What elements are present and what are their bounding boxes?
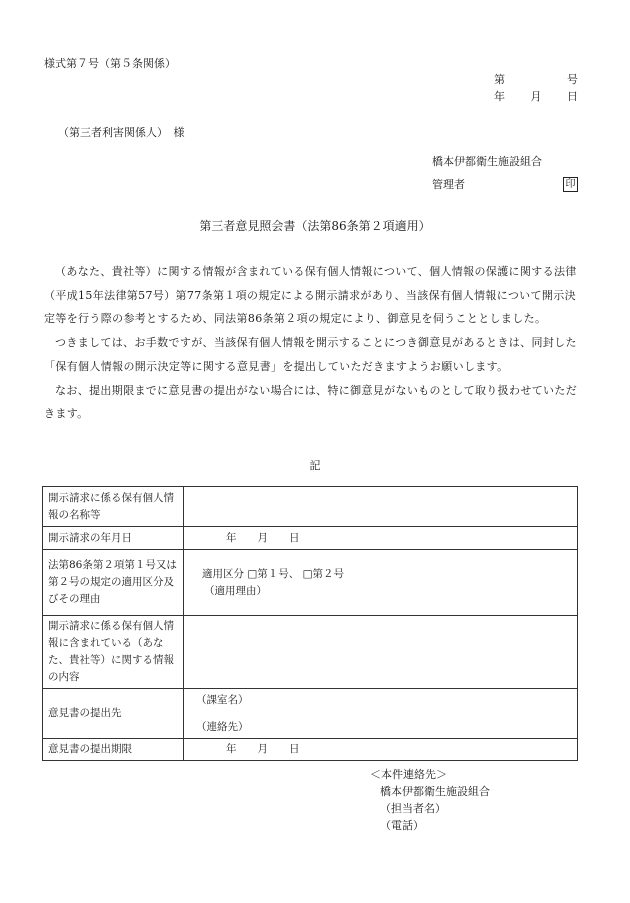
- paragraph-2: つきましては、お手数ですが、当該保有個人情報を開示することにつき御意見があるときは、同封した「保有個人情報の開示決定等に関する意見書」を提出していただきますようお願いします。: [44, 336, 577, 373]
- request-date-value: 年 月 日: [184, 527, 578, 550]
- document-number-prefix: 第: [494, 73, 505, 86]
- body-text: [44, 260, 581, 426]
- sender-organization: 橋本伊都衛生施設組合: [432, 155, 542, 168]
- table-row: [43, 487, 578, 527]
- document-date: [494, 88, 578, 104]
- manager-label: 管理者: [432, 178, 465, 191]
- ki-heading: 記: [309, 459, 321, 472]
- date-day: 日: [567, 90, 578, 103]
- contact-phone: （電話）: [380, 819, 424, 832]
- form-number: 様式第７号（第５条関係）: [44, 57, 176, 70]
- date-year: 年: [494, 90, 505, 103]
- category-reason: （適用理由）: [204, 584, 267, 597]
- table-row: [43, 527, 578, 550]
- table-label: 開示請求に係る保有個人情報に含まれている（あなた、貴社等）に関する情報の内容: [43, 616, 184, 689]
- category-value: [184, 550, 578, 616]
- submission-destination-value: [184, 689, 578, 739]
- sender-manager: [432, 176, 578, 192]
- contact-person: （担当者名）: [380, 802, 446, 815]
- document-number-suffix: 号: [567, 73, 578, 86]
- table-row: [43, 616, 578, 689]
- table-label: 意見書の提出先: [43, 689, 184, 739]
- date-month: 月: [530, 90, 542, 103]
- table-value: [184, 616, 578, 689]
- table-label: 開示請求に係る保有個人情報の名称等: [43, 487, 184, 527]
- table-label: 意見書の提出期限: [43, 739, 184, 761]
- table-label: 法第86条第２項第１号又は第２号の規定の適用区分及びその理由: [43, 550, 184, 616]
- table-row: [43, 739, 578, 761]
- contact-info: （連絡先）: [196, 720, 249, 733]
- detail-table: [42, 486, 578, 761]
- table-row: [43, 689, 578, 739]
- department-name: （課室名）: [196, 693, 249, 706]
- table-row: [43, 550, 578, 616]
- contact-organization: 橋本伊都衛生施設組合: [380, 785, 490, 798]
- paragraph-3: なお、提出期限までに意見書の提出がない場合には、特に御意見がないものとして取り扱わせていただきます。: [44, 383, 578, 421]
- paragraph-1: （あなた、貴社等）に関する情報が含まれている保有個人情報について、個人情報の保護に関する法律（平成15年法律第57号）第77条第１項の規定による開示請求があり、当該保有個人情報について開示決定等を行う際の参考とするため、同法第86条第２項の規定により、御意見を伺うこととしました。: [44, 265, 577, 326]
- document-title: 第三者意見照会書（法第86条第２項適用）: [199, 219, 431, 233]
- addressee: （第三者利害関係人） 様: [58, 126, 185, 139]
- table-label: 開示請求の年月日: [43, 527, 184, 550]
- document-number: [494, 71, 578, 87]
- contact-heading: ＜本件連絡先＞: [370, 768, 447, 781]
- table-value: [184, 487, 578, 527]
- contact-block: [370, 766, 490, 834]
- seal-stamp: 印: [563, 177, 578, 192]
- deadline-value: 年 月 日: [184, 739, 578, 761]
- category-options: 適用区分 □第１号、 □第２号: [202, 567, 345, 580]
